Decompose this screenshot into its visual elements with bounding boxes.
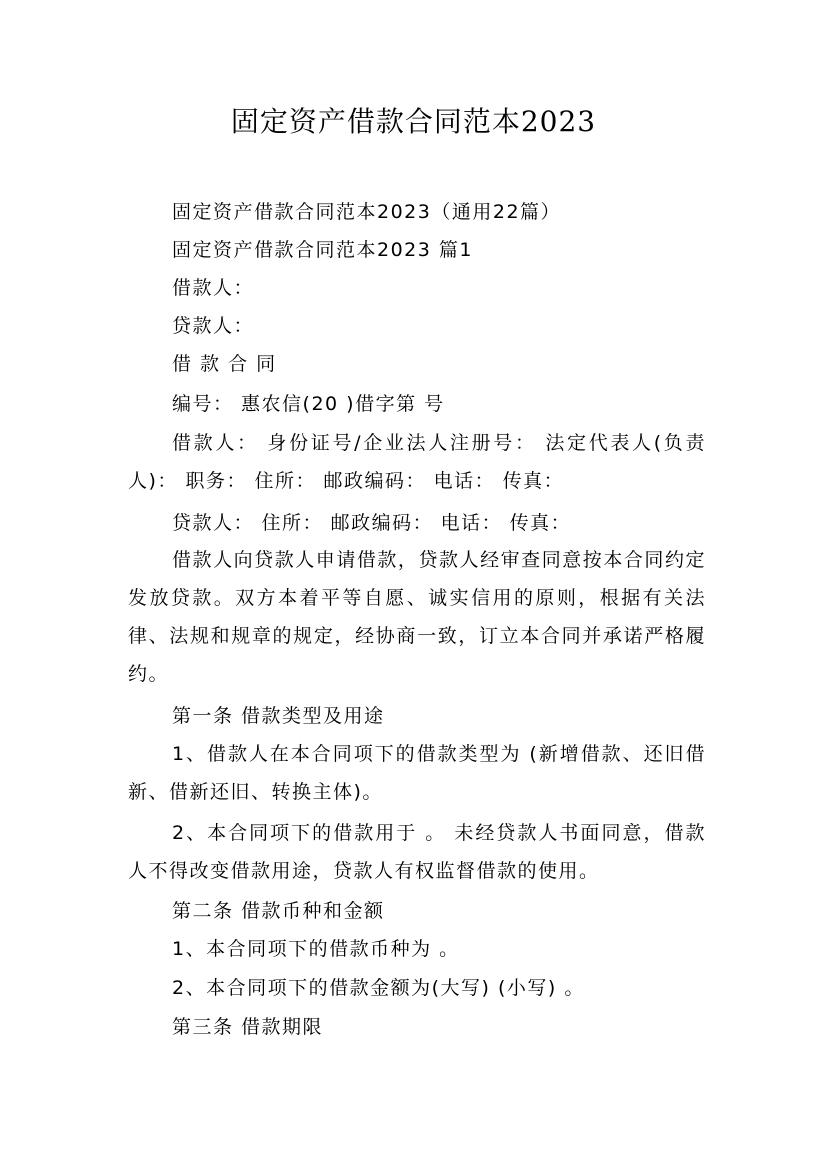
paragraph-article-1-item-1: 1、借款人在本合同项下的借款类型为 (新增借款、还旧借新、借新还旧、转换主体)。	[128, 743, 706, 803]
paragraph-contract-heading: 借 款 合 同	[172, 353, 277, 375]
paragraph-lender-label: 贷款人：	[172, 315, 255, 337]
paragraph-contract-number: 编号： 惠农信(20 )借字第 号	[172, 393, 445, 415]
paragraph-subtitle: 固定资产借款合同范本2023（通用22篇）	[172, 201, 562, 223]
document-title: 固定资产借款合同范本2023	[230, 105, 597, 138]
paragraph-article-1-item-2: 2、本合同项下的借款用于 。 未经贷款人书面同意，借款人不得改变借款用途，贷款人有权监督借款的使用。	[128, 822, 706, 882]
paragraph-borrower-label: 借款人：	[172, 277, 255, 299]
paragraph-article-2-heading: 第二条 借款币种和金额	[172, 900, 385, 922]
paragraph-article-2-item-2: 2、本合同项下的借款金额为(大写) (小写) 。	[172, 977, 585, 999]
paragraph-borrower-details: 借款人： 身份证号/企业法人注册号： 法定代表人(负责人)： 职务： 住所： 邮政编码： 电话： 传真：	[128, 432, 706, 492]
paragraph-article-2-item-1: 1、本合同项下的借款币种为 。	[172, 938, 460, 960]
paragraph-section-heading: 固定资产借款合同范本2023 篇1	[172, 239, 473, 261]
paragraph-preamble: 借款人向贷款人申请借款，贷款人经审查同意按本合同约定发放贷款。双方本着平等自愿、诚实信用的原则，根据有关法律、法规和规章的规定，经协商一致，订立本合同并承诺严格履约。	[128, 549, 706, 685]
paragraph-article-1-heading: 第一条 借款类型及用途	[172, 705, 385, 727]
paragraph-article-3-heading: 第三条 借款期限	[172, 1016, 324, 1038]
paragraph-lender-details: 贷款人： 住所： 邮政编码： 电话： 传真：	[172, 512, 572, 534]
